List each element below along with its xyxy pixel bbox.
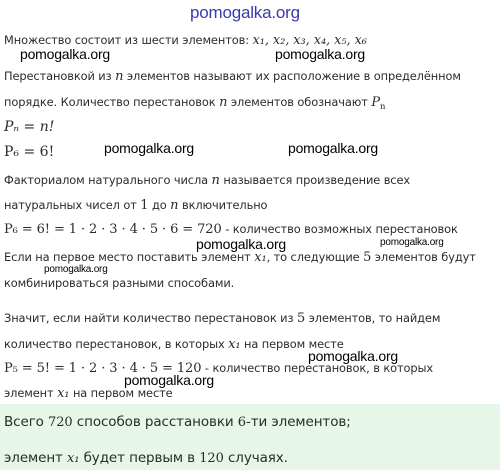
l1-text: Множество состоит из шести элементов: — [4, 33, 249, 47]
l11-text: - количество перестановок, в которых — [204, 361, 434, 375]
l1-math: x₁, x₂, x₃, x₄, x₅, x₆ — [252, 33, 367, 48]
watermark: pomogalka.org — [104, 140, 195, 156]
math-1: 1 — [140, 198, 149, 213]
math-120: 120 — [199, 451, 224, 466]
math-x1: x₁ — [228, 337, 241, 352]
l5c: включительно — [181, 198, 268, 212]
math-720: 720 — [48, 415, 73, 430]
watermark: pomogalka.org — [288, 140, 379, 156]
equation-pn: Pₙ = n! — [4, 119, 55, 135]
math-pn — [371, 95, 385, 110]
l7a: Если на первое место поставить элемент — [4, 250, 251, 264]
l8: комбинироваться разными способами. — [4, 276, 235, 290]
l5a: натуральных чисел от — [4, 198, 137, 212]
text-line-12 — [4, 385, 173, 402]
l14b: будет первым в — [83, 450, 196, 466]
l11-math: P₅ = 5! = 1 · 2 · 3 · 4 · 5 = 120 — [4, 361, 202, 376]
math-5: 5 — [363, 250, 372, 265]
watermark: pomogalka.org — [124, 372, 215, 388]
math-x1: x₁ — [254, 250, 267, 265]
text-line-4 — [4, 172, 410, 189]
answer-line-2 — [4, 450, 288, 467]
math-6: 6 — [237, 415, 246, 430]
l9b: элементов, то найдем — [308, 311, 441, 325]
watermark: pomogalka.org — [196, 236, 287, 252]
l9a: Значит, если найти количество перестановок из — [4, 311, 294, 325]
l3b: элементов обозначают — [230, 95, 368, 109]
l12a: элемент — [4, 386, 54, 400]
l4b: называется произведение всех — [223, 173, 411, 187]
text-line-10 — [4, 336, 344, 353]
math-x1: x₁ — [57, 386, 70, 401]
l7c: элементов будут — [374, 250, 476, 264]
l10b: на первом месте — [244, 337, 344, 351]
math-n: n — [170, 198, 179, 213]
text-line-2 — [4, 68, 461, 85]
l6-text: - количество возможных перестановок — [225, 222, 458, 236]
answer-line-1 — [4, 414, 351, 431]
l10a: количество перестановок, в которых — [4, 337, 225, 351]
math-n: n — [219, 95, 228, 110]
l5b: до — [151, 198, 167, 212]
math-p: P — [371, 95, 380, 110]
text-line-5 — [4, 197, 267, 214]
l2a: Перестановкой из — [4, 69, 112, 83]
text-line-9 — [4, 310, 440, 327]
l12b: на первом месте — [72, 386, 173, 400]
math-5: 5 — [296, 311, 306, 326]
math-x1: x₁ — [67, 451, 80, 466]
watermark: pomogalka.org — [20, 46, 111, 62]
math-n: n — [211, 173, 220, 188]
text-line-3 — [4, 94, 385, 115]
math-sub-n: n — [380, 102, 386, 112]
l7b: , то следующие — [266, 250, 360, 264]
l13a: Всего — [4, 414, 44, 430]
watermark-small: pomogalka.org — [44, 264, 108, 275]
watermark-small: pomogalka.org — [380, 237, 444, 248]
l2b: элементов называют их расположение в определённом — [126, 69, 461, 83]
l14c: случаях. — [227, 450, 288, 466]
text-line-8 — [4, 275, 234, 291]
equation-p6: P₆ = 6! — [4, 144, 55, 160]
l6-math: P₆ = 6! = 1 · 2 · 3 · 4 · 5 · 6 = 720 — [4, 222, 222, 237]
watermark: pomogalka.org — [308, 348, 399, 364]
math-n: n — [115, 69, 124, 84]
l3a: порядке. Количество перестановок — [4, 95, 216, 109]
l14a: элемент — [4, 450, 63, 466]
text-line-11 — [4, 360, 433, 377]
l13c: -ти элементов; — [245, 414, 351, 430]
watermark-top: pomogalka.org — [190, 3, 300, 22]
l13b: способов расстановки — [76, 414, 234, 430]
l4a: Факториалом натурального числа — [4, 173, 209, 187]
watermark: pomogalka.org — [275, 46, 366, 62]
